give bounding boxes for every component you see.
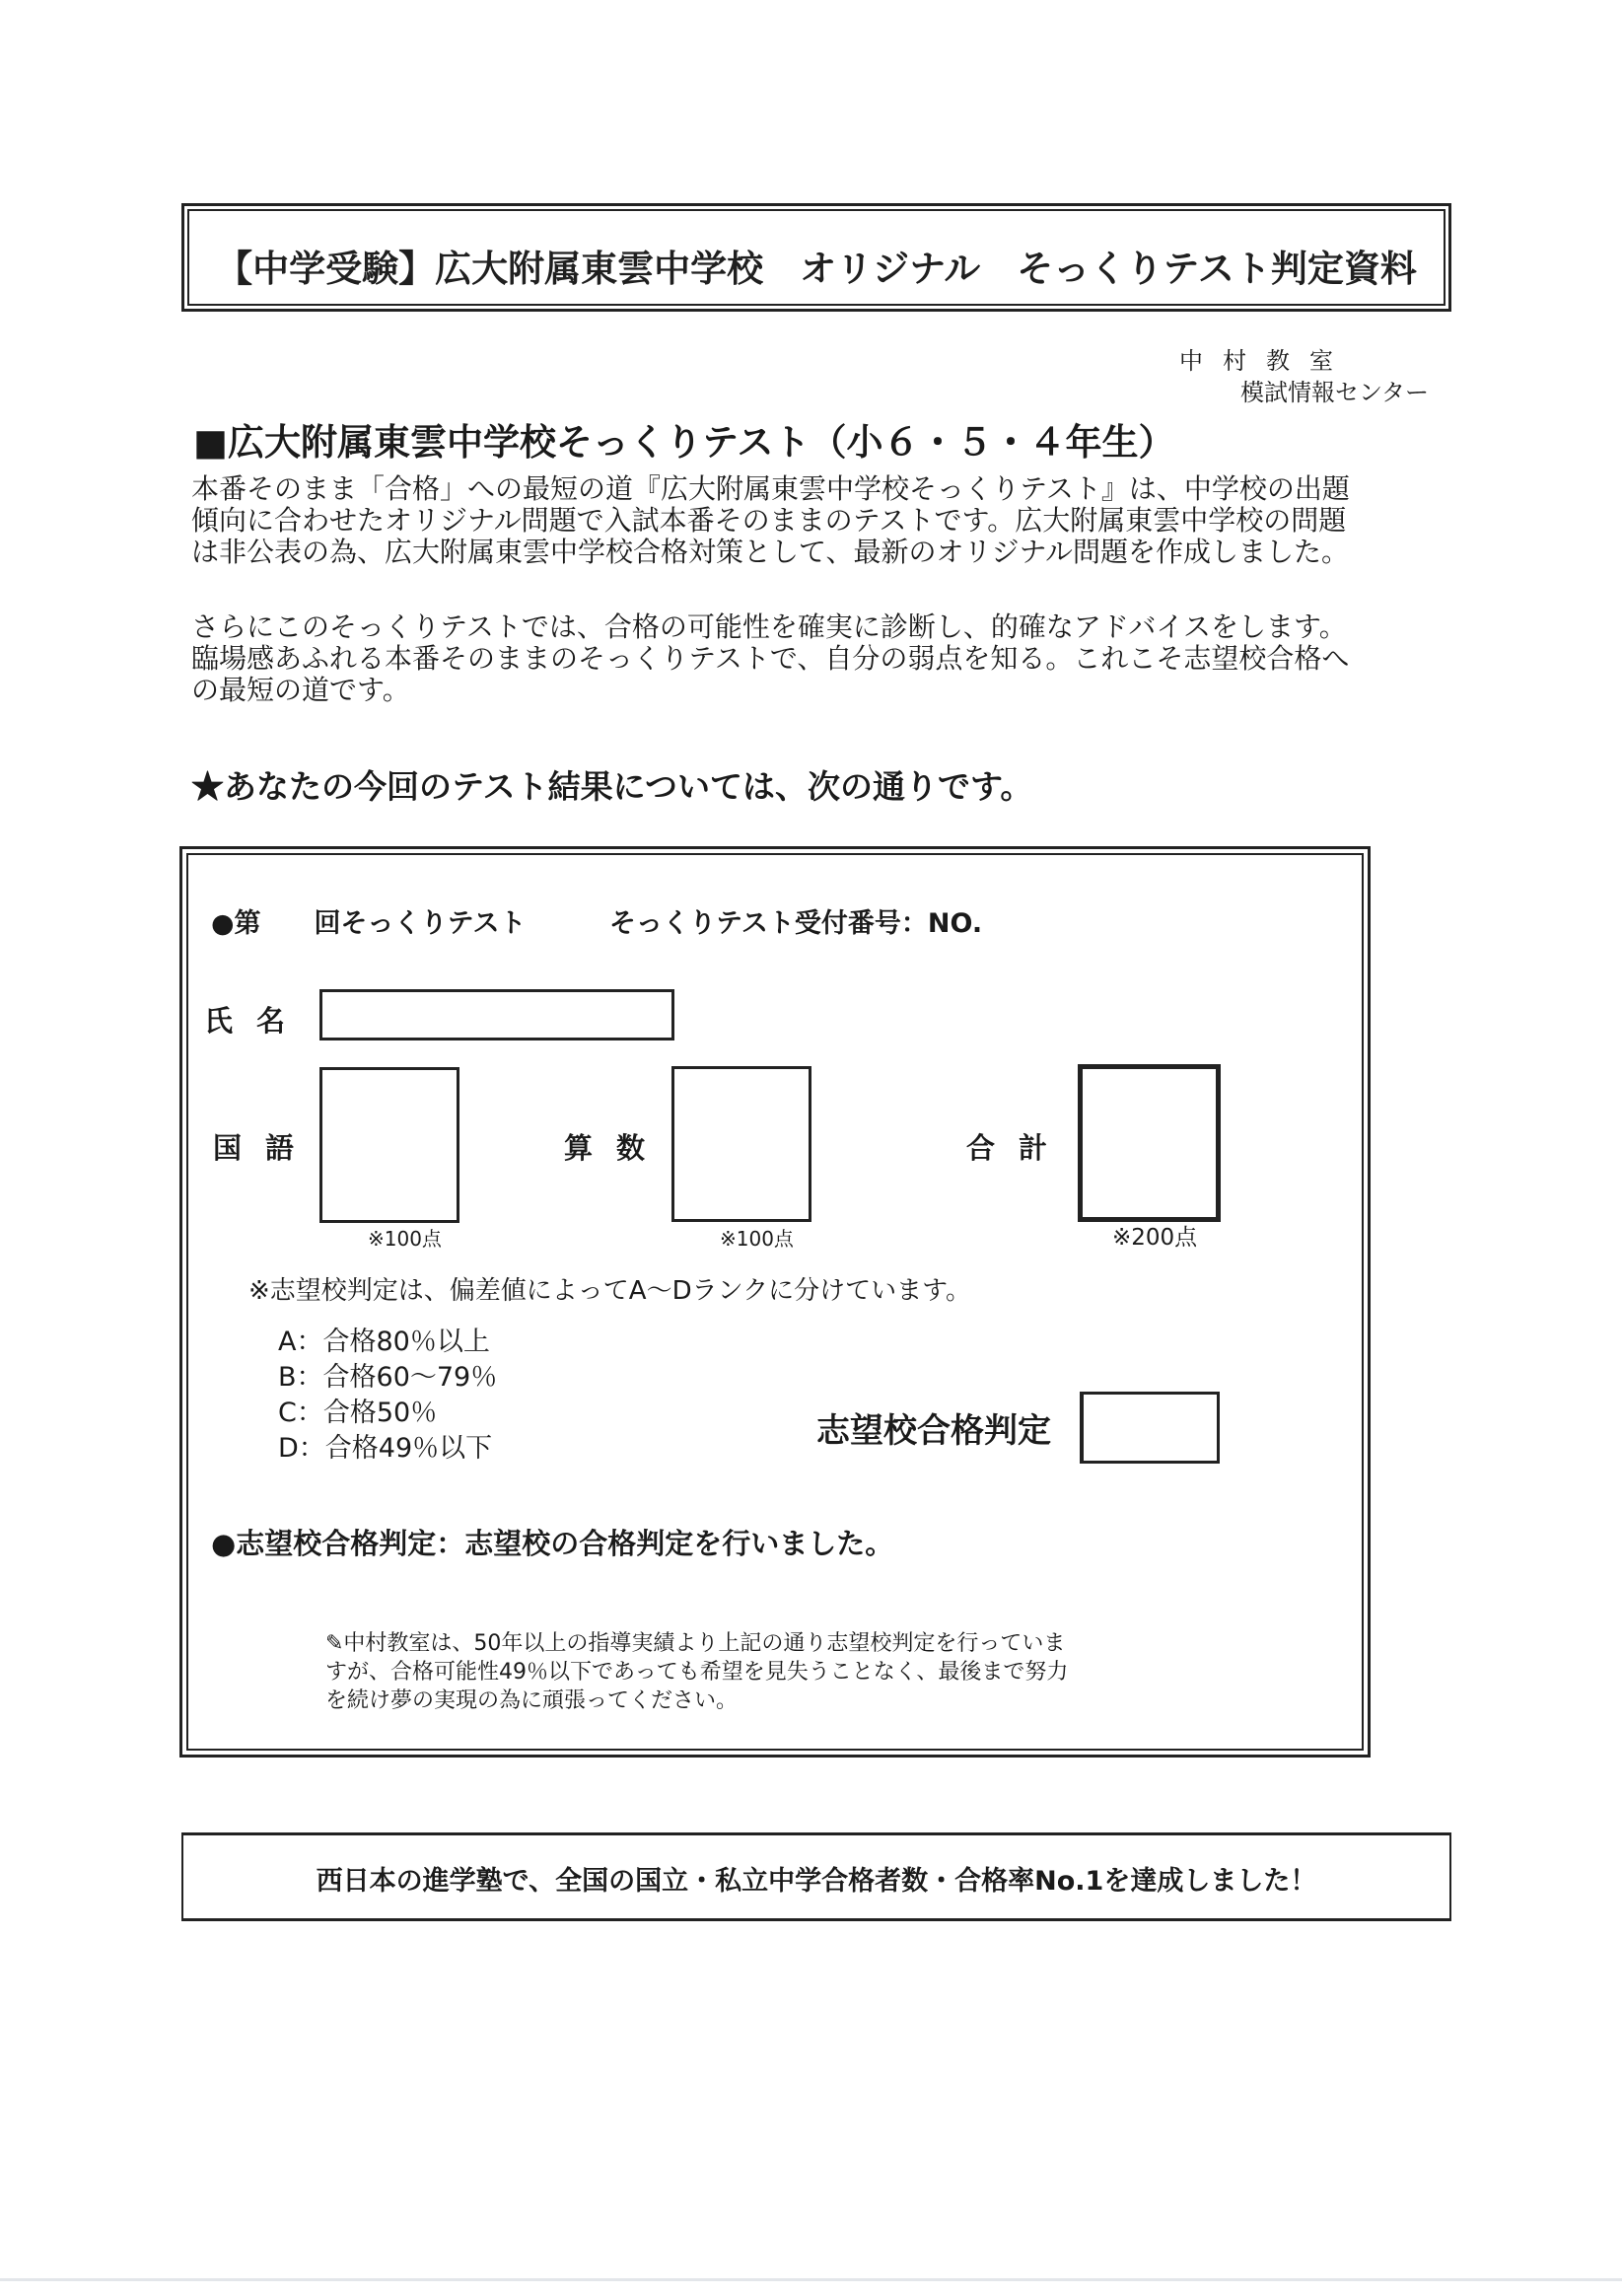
math-label: 算数 [564, 1131, 670, 1165]
total-label: 合計 [966, 1131, 1072, 1165]
document-title: 【中学受験】広大附属東雲中学校 オリジナル そっくりテスト判定資料 [216, 248, 1417, 290]
organization-department: 模試情報センター [1240, 379, 1430, 406]
rank-item-b: B：合格60～79％ [278, 1362, 498, 1393]
japanese-label: 国語 [213, 1131, 318, 1165]
rank-item-a: A：合格80％以上 [278, 1327, 490, 1357]
rank-item-d: D：合格49％以下 [278, 1433, 493, 1464]
intro-paragraph-1: 本番そのまま「合格」への最短の道『広大附属東雲中学校そっくりテスト』は、中学校の出題傾向に合わせたオリジナル問題で入試本番そのままのテストです。広大附属東雲中学校の問題は非公表の為、広大附属東雲中学校合格対策として、最新のオリジナル問題を作成しました。 [191, 472, 1350, 568]
section-heading: ■広大附属東雲中学校そっくりテスト（小６・５・４年生） [193, 420, 1175, 464]
intro-paragraph-2: さらにこのそっくりテストでは、合格の可能性を確実に診断し、的確なアドバイスをします。臨場感あふれる本番そのままのそっくりテストで、自分の弱点を知る。これこそ志望校合格への最短の道です。 [191, 610, 1350, 706]
name-label: 氏名 [204, 1004, 310, 1038]
judgement-description: ●志望校合格判定：志望校の合格判定を行いました。 [211, 1527, 894, 1560]
title-box [181, 203, 1451, 312]
rank-note: ※志望校判定は、偏差値によってA～Dランクに分けています。 [248, 1276, 971, 1306]
judgement-label: 志望校合格判定 [816, 1411, 1051, 1451]
name-field[interactable] [319, 989, 674, 1040]
footnote: ✎中村教室は、50年以上の指導実績より上記の通り志望校判定を行っていますが、合格可能性49％以下であっても希望を見失うことなく、最後まで努力を続け夢の実現の為に頑張ってください。 [325, 1631, 1069, 1713]
rank-list [278, 1325, 497, 1467]
test-number-label: ●第 回そっくりテスト [211, 908, 527, 939]
japanese-max-score: ※100点 [368, 1227, 442, 1251]
math-max-score: ※100点 [720, 1227, 794, 1251]
scan-edge-divider [0, 2278, 1622, 2281]
total-max-score: ※200点 [1112, 1225, 1198, 1251]
result-intro: ★あなたの今回のテスト結果については、次の通りです。 [191, 767, 1033, 806]
japanese-score-box[interactable] [319, 1067, 459, 1223]
slogan-text: 西日本の進学塾で、全国の国立・私立中学合格者数・合格率No.1を達成しました！ [316, 1866, 1317, 1897]
receipt-number-label: そっくりテスト受付番号：NO. [609, 908, 983, 939]
judgement-box[interactable] [1080, 1392, 1220, 1464]
rank-item-c: C：合格50％ [278, 1398, 438, 1428]
slogan-box [181, 1832, 1451, 1921]
organization-name: 中村教室 [1179, 347, 1353, 375]
math-score-box[interactable] [671, 1066, 811, 1222]
total-score-box[interactable] [1078, 1064, 1221, 1222]
